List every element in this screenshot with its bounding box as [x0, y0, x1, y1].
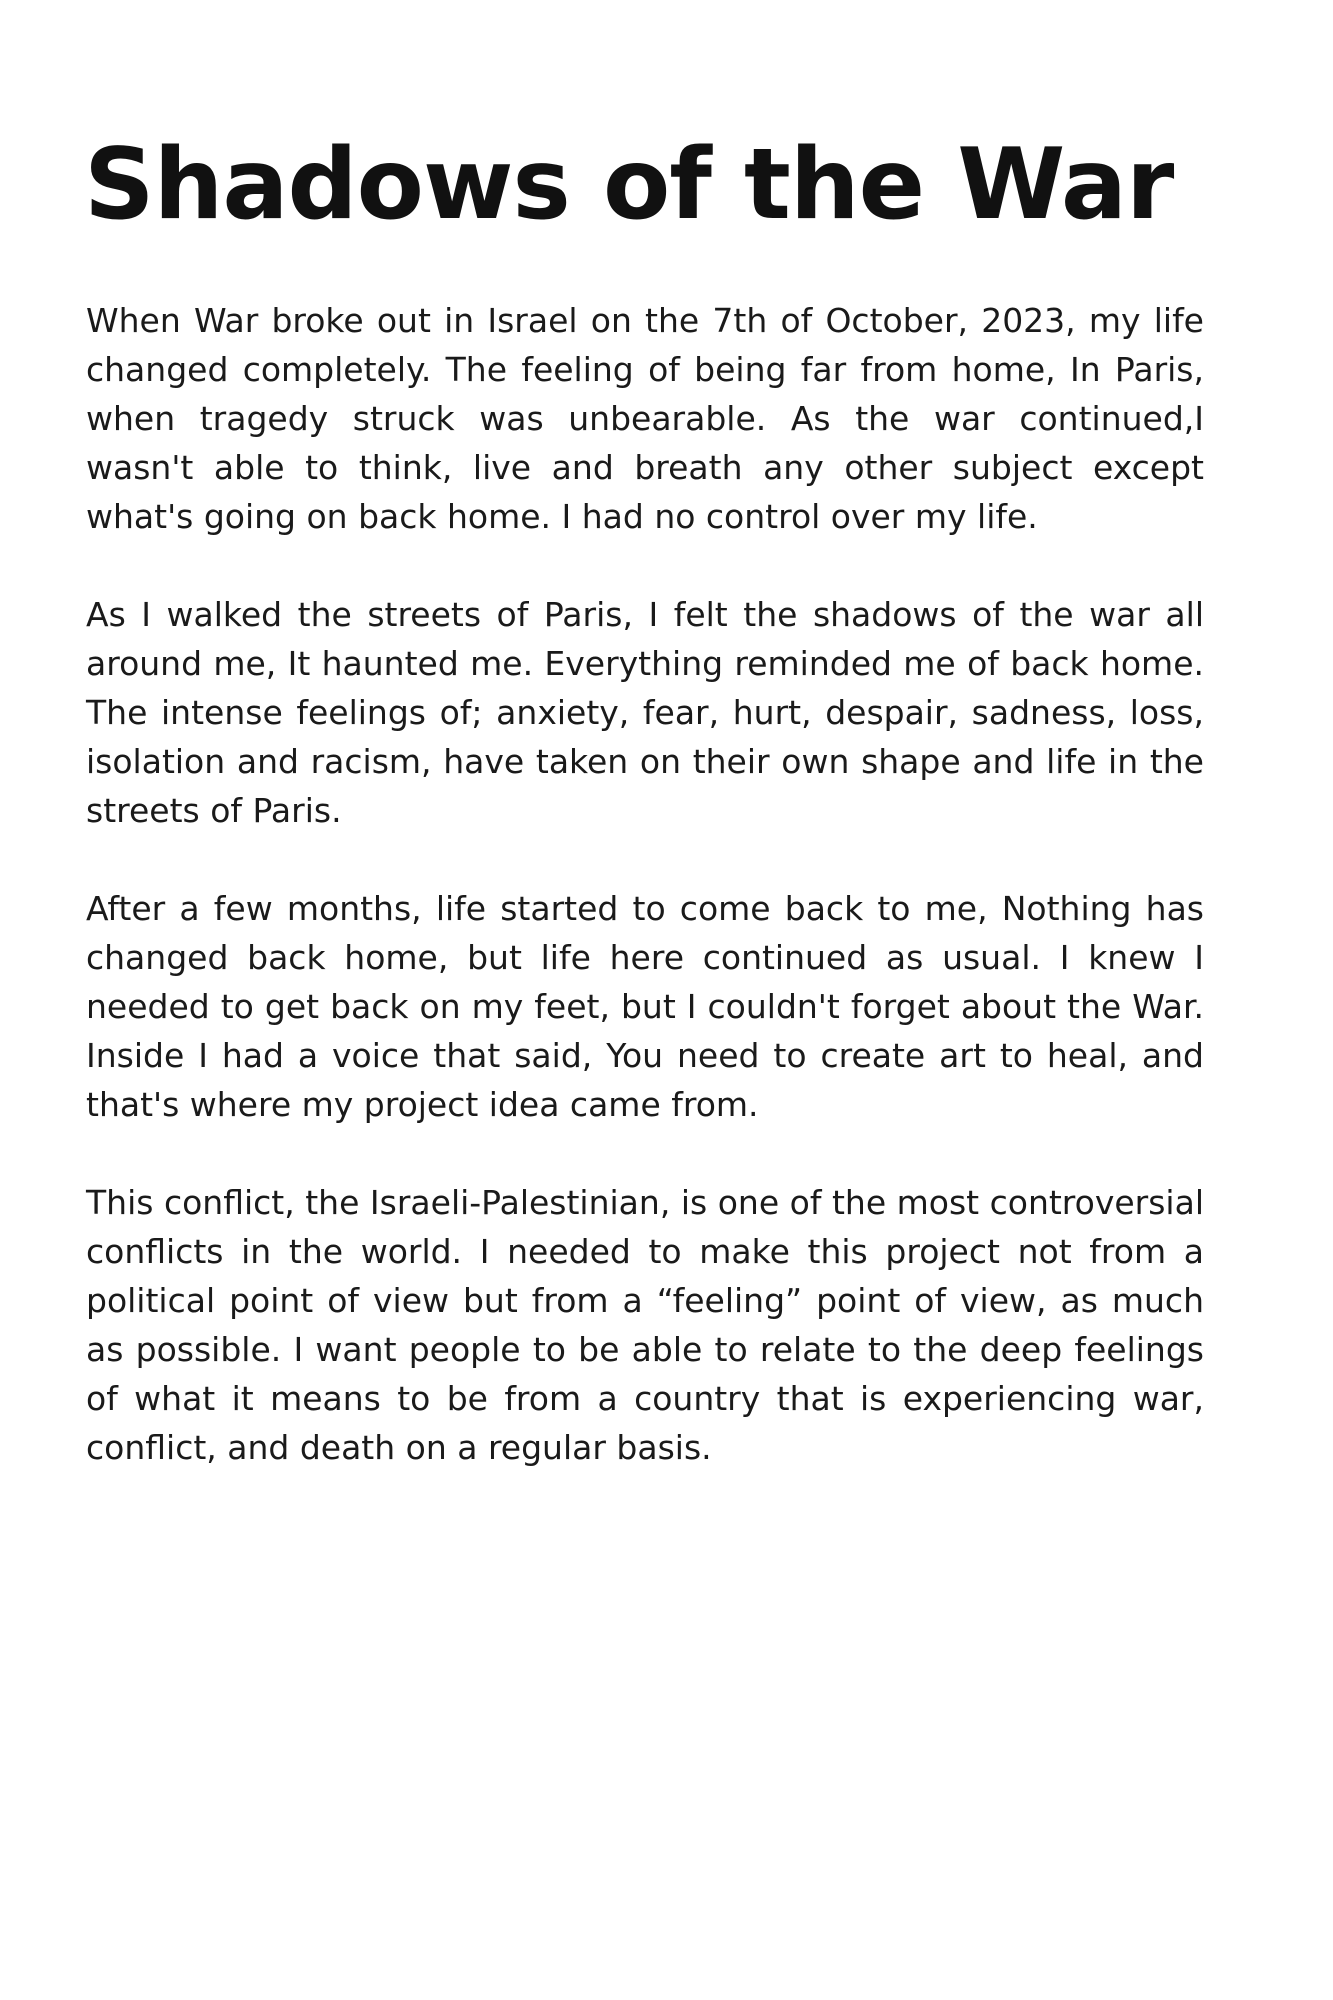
paragraph-1: When War broke out in Israel on the 7th of October, 2023, my life changed completely. The feeling of being far from home, In Paris, when tragedy struck was unbearable. As the war continued,I wasn't able to think, live and breath any other subject except what's going on back home. I had no control over my life. [86, 301, 1204, 536]
paragraph-2: As I walked the streets of Paris, I felt the shadows of the war all around me, It haunted me. Everything reminded me of back home. The intense feelings of; anxiety, fear, hurt, despair, sadness, loss, isolation and racism, have taken on their own shape and life in the streets of Paris. [86, 595, 1204, 830]
page-title: Shadows of the War [84, 128, 1174, 242]
document-body [86, 296, 1204, 1521]
paragraph-3: After a few months, life started to come back to me, Nothing has changed back home, but life here continued as usual. I knew I needed to get back on my feet, but I couldn't forget about the War. Inside I had a voice that said, You need to create art to heal, and that's where my project idea came from. [86, 889, 1204, 1124]
paragraph-4: This conflict, the Israeli-Palestinian, is one of the most controversial conflicts in the world. I needed to make this project not from a political point of view but from a “feeling” point of view, as much as possible. I want people to be able to relate to the deep feelings of what it means to be from a country that is experiencing war, conflict, and death on a regular basis. [86, 1183, 1204, 1467]
